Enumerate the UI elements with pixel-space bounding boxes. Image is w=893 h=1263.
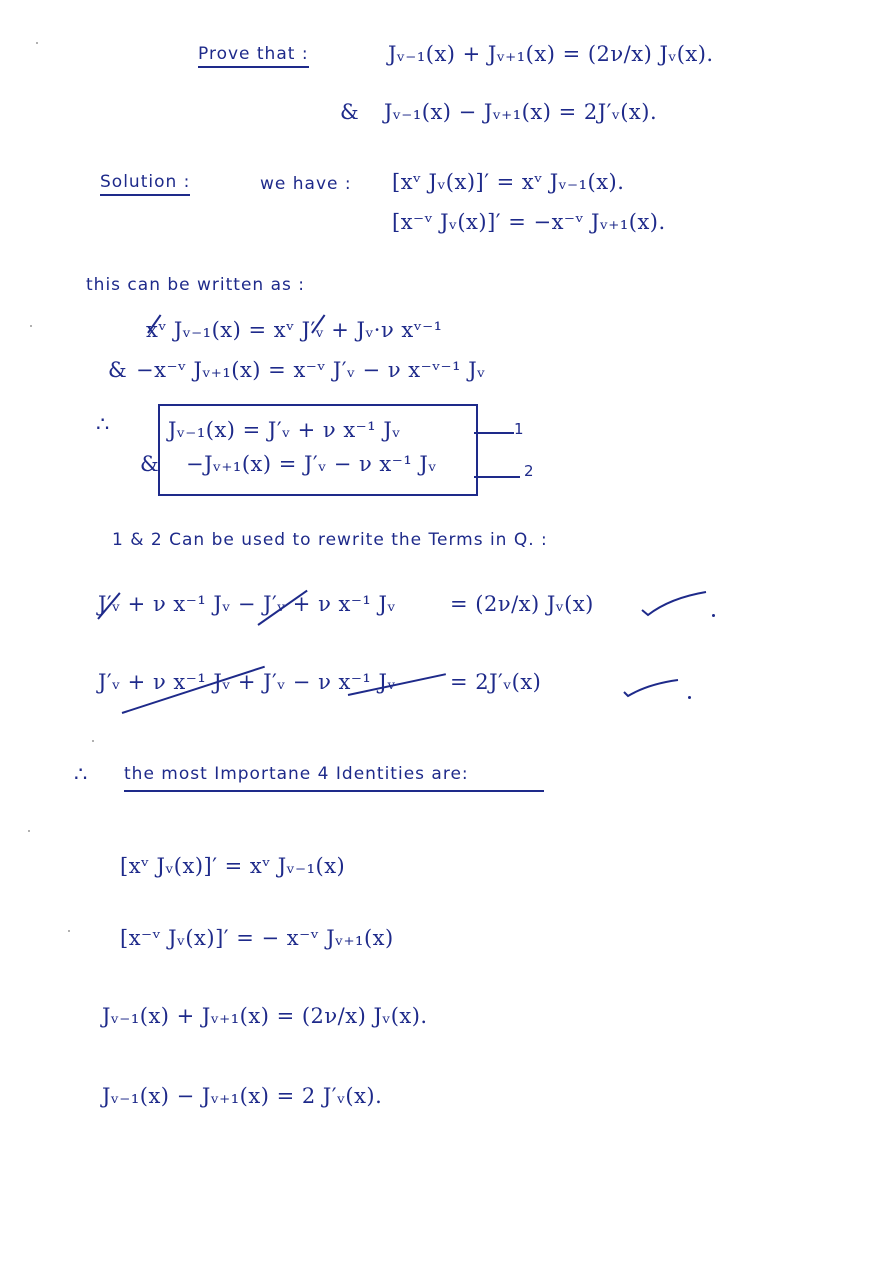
equation-tag-2: 2: [524, 462, 534, 480]
identity-2: [x⁻ᵛ Jᵥ(x)]′ = − x⁻ᵛ Jᵥ₊₁(x): [120, 926, 394, 950]
speck: [30, 325, 32, 327]
combine-label: 1 & 2 Can be used to rewrite the Terms in Q. :: [112, 530, 548, 550]
tag-line-1: [474, 432, 514, 434]
combine-equation-1-rhs: = (2ν/x) Jᵥ(x): [450, 592, 594, 616]
identities-label: the most Importane 4 Identities are:: [124, 764, 544, 792]
dot: [688, 696, 691, 699]
speck: [36, 42, 38, 44]
equation-tag-1: 1: [514, 420, 524, 438]
boxed-conjunction: &: [140, 452, 160, 476]
combine-equation-2-lhs: J′ᵥ + ν x⁻¹ Jᵥ + J′ᵥ − ν x⁻¹ Jᵥ: [98, 670, 396, 694]
tag-line-2: [474, 476, 520, 478]
speck: [68, 930, 70, 932]
we-have-label: we have :: [260, 174, 352, 194]
rewrite-conjunction: &: [108, 358, 128, 382]
problem-equation-1: Jᵥ₋₁(x) + Jᵥ₊₁(x) = (2ν/x) Jᵥ(x).: [388, 42, 714, 66]
problem-conjunction: &: [340, 100, 360, 124]
rewrite-equation-1: xᵛ Jᵥ₋₁(x) = xᵛ J′ᵥ + Jᵥ·ν xᵛ⁻¹: [146, 318, 443, 342]
solution-equation-2: [x⁻ᵛ Jᵥ(x)]′ = −x⁻ᵛ Jᵥ₊₁(x).: [392, 210, 666, 234]
boxed-equation-2: −Jᵥ₊₁(x) = J′ᵥ − ν x⁻¹ Jᵥ: [186, 452, 437, 476]
prove-that-label: Prove that :: [198, 44, 309, 68]
dot: [712, 614, 715, 617]
identity-3: Jᵥ₋₁(x) + Jᵥ₊₁(x) = (2ν/x) Jᵥ(x).: [102, 1004, 428, 1028]
therefore-symbol: ∴: [96, 412, 110, 436]
boxed-equation-1: Jᵥ₋₁(x) = J′ᵥ + ν x⁻¹ Jᵥ: [168, 418, 401, 442]
speck: [92, 740, 94, 742]
identity-4: Jᵥ₋₁(x) − Jᵥ₊₁(x) = 2 J′ᵥ(x).: [102, 1084, 383, 1108]
rewrite-label: this can be written as :: [86, 275, 306, 295]
check-icon: [640, 588, 710, 618]
combine-equation-1-lhs: J′ᵥ + ν x⁻¹ Jᵥ − J′ᵥ + ν x⁻¹ Jᵥ: [98, 592, 396, 616]
check-icon: [622, 676, 682, 700]
identities-therefore: ∴: [74, 762, 88, 786]
speck: [28, 830, 30, 832]
problem-equation-2: Jᵥ₋₁(x) − Jᵥ₊₁(x) = 2J′ᵥ(x).: [384, 100, 658, 124]
rewrite-equation-2: −x⁻ᵛ Jᵥ₊₁(x) = x⁻ᵛ J′ᵥ − ν x⁻ᵛ⁻¹ Jᵥ: [136, 358, 486, 382]
solution-equation-1: [xᵛ Jᵥ(x)]′ = xᵛ Jᵥ₋₁(x).: [392, 170, 625, 194]
combine-equation-2-rhs: = 2J′ᵥ(x): [450, 670, 542, 694]
identity-1: [xᵛ Jᵥ(x)]′ = xᵛ Jᵥ₋₁(x): [120, 854, 346, 878]
solution-label: Solution :: [100, 172, 190, 196]
